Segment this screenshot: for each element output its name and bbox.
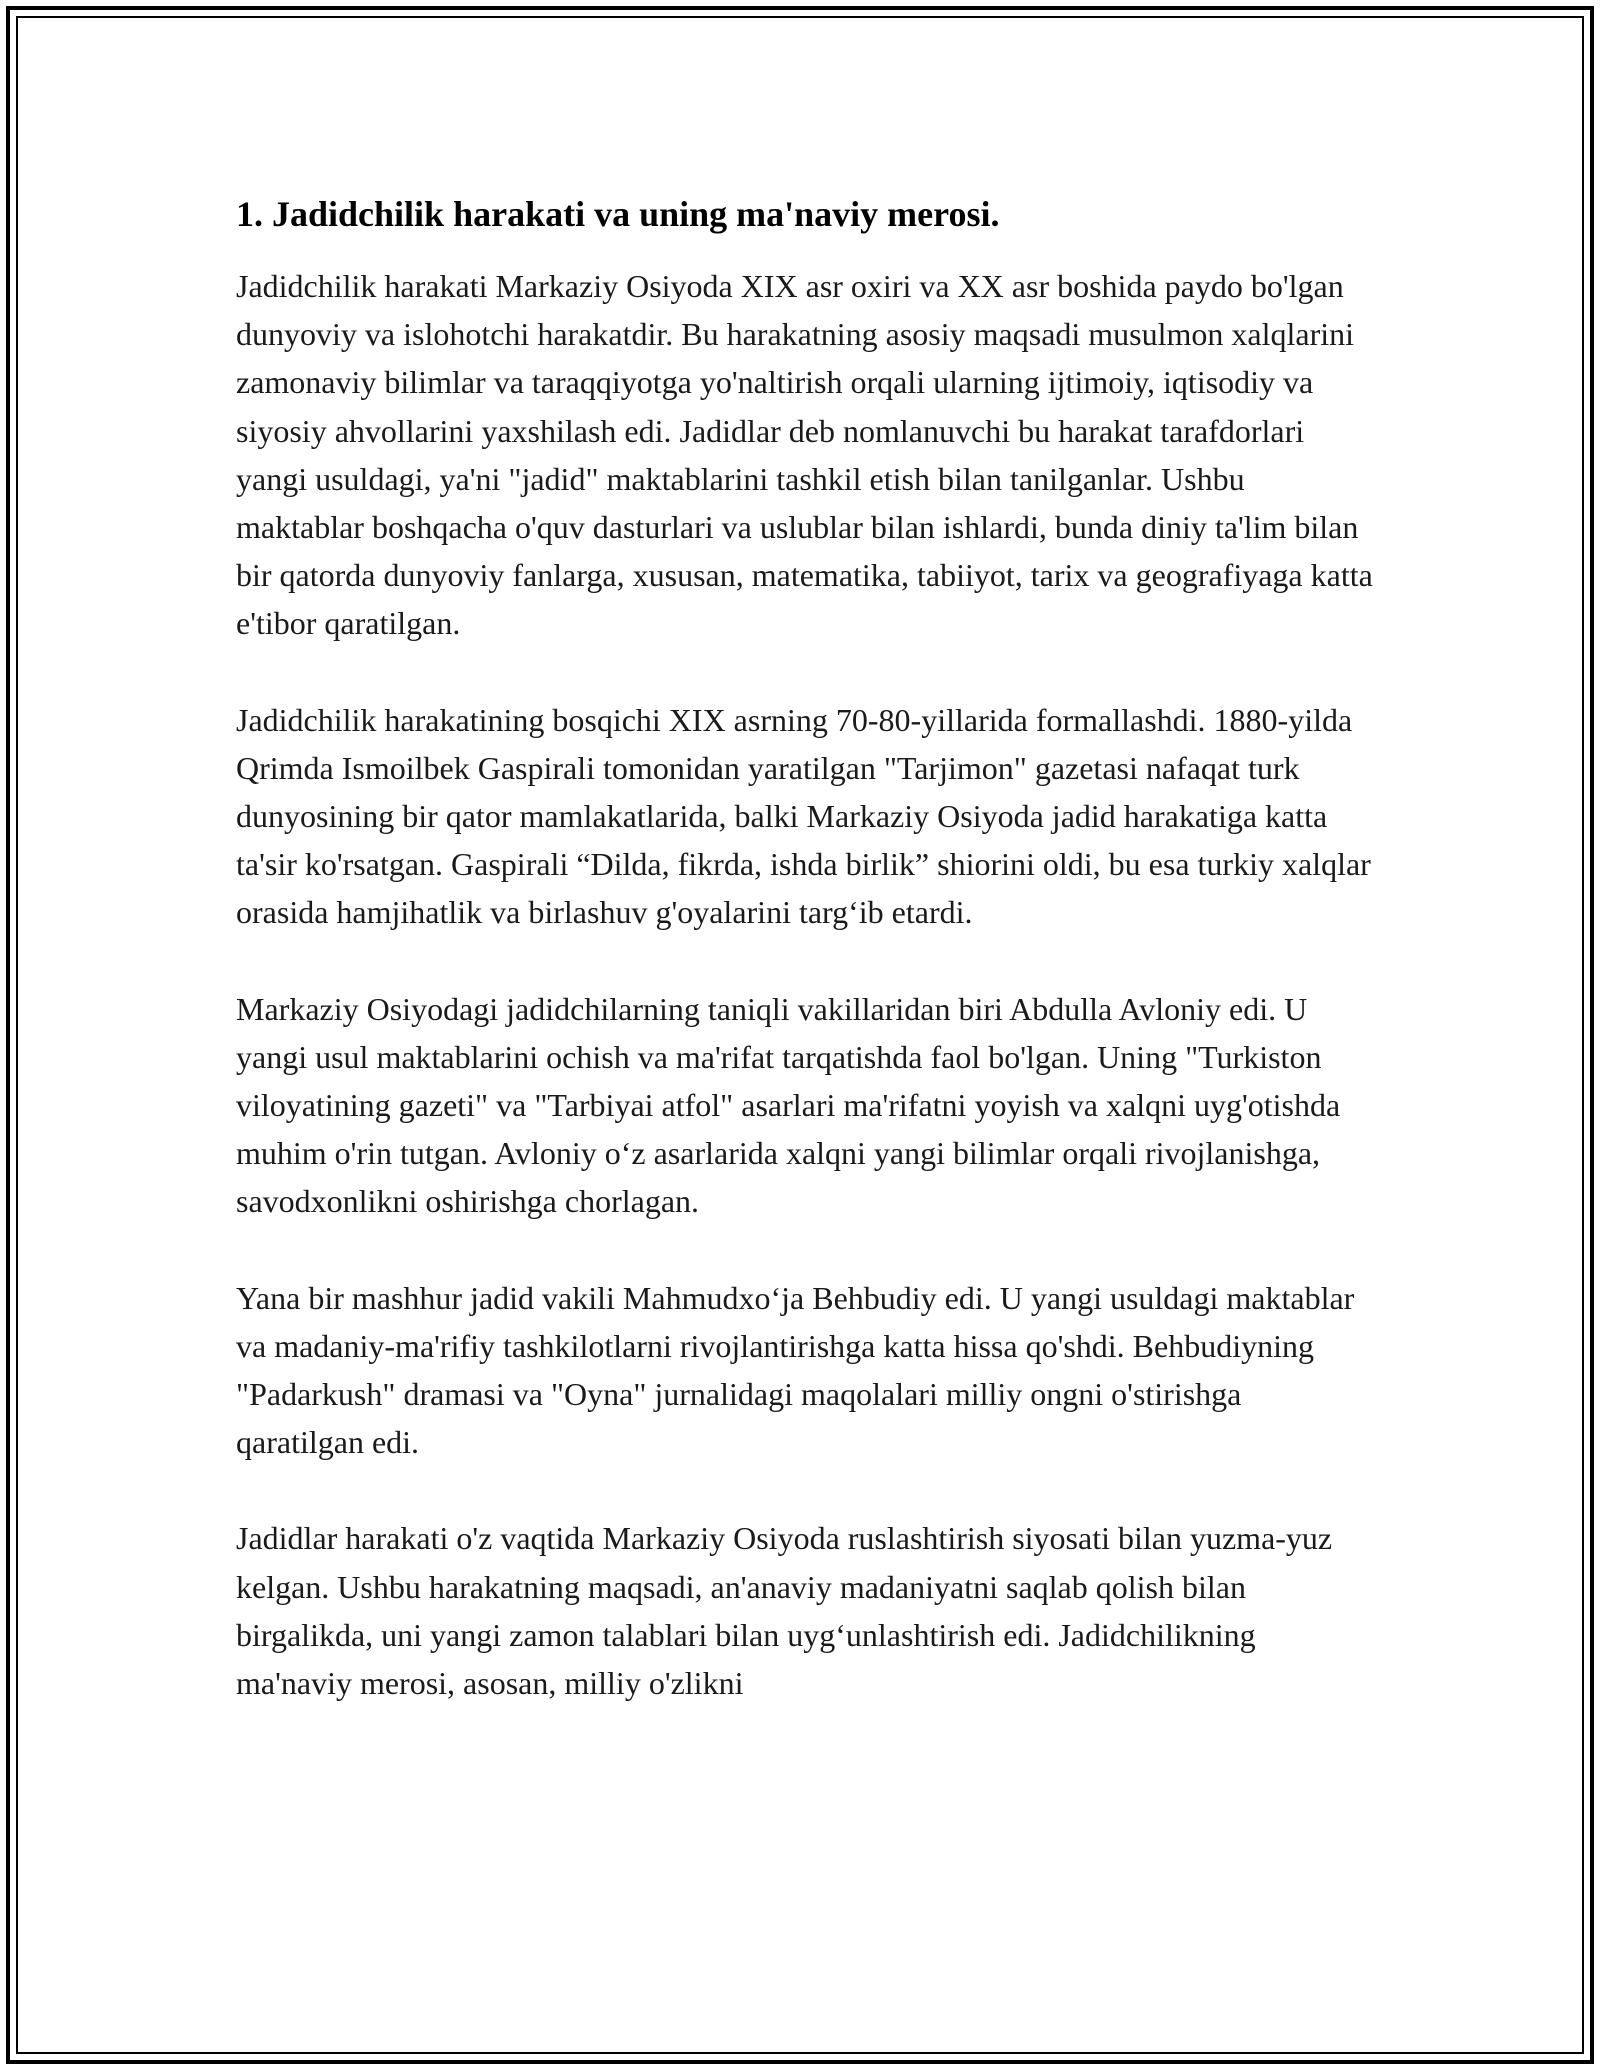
paragraph-1: Jadidchilik harakati Markaziy Osiyoda XIX asr oxiri va XX asr boshida paydo bo'lgan dunyoviy va islohotchi harakatdir. Bu harakatning asosiy maqsadi musulmon xalqlarini zamonaviy bilimlar va taraqqiyotga yo'naltirish orqali ularning ijtimoiy, iqtisodiy va siyosiy ahvollarini yaxshilash edi. Jadidlar deb nomlanuvchi bu harakat tarafdorlari yangi usuldagi, ya'ni "jadid" maktablarini tashkil etish bilan tanilganlar. Ushbu maktablar boshqacha o'quv dasturlari va uslublar bilan ishlardi, bunda diniy ta'lim bilan bir qatorda dunyoviy fanlarga, xususan, matematika, tabiiyot, tarix va geografiyaga katta e'tibor qaratilgan. xyxy=(236,268,1373,642)
paragraph-2: Jadidchilik harakatining bosqichi XIX asrning 70-80-yillarida formallashdi. 1880-yilda Qrimda Ismoilbek Gaspirali tomonidan yaratilgan "Tarjimon" gazetasi nafaqat turk dunyosining bir qator mamlakatlarida, balki Markaziy Osiyoda jadid harakatiga katta ta'sir ko'rsatgan. Gaspirali “Dilda, fikrda, ishda birlik” shiorini oldi, bu esa turkiy xalqlar orasida hamjihatlik va birlashuv g'oyalarini targ‘ib etardi. xyxy=(236,701,1371,931)
paragraph-4: Yana bir mashhur jadid vakili Mahmudxo‘ja Behbudiy edi. U yangi usuldagi maktablar va madaniy-ma'rifiy tashkilotlarni rivojlantirishga katta hissa qo'shdi. Behbudiyning "Padarkush" dramasi va "Oyna" jurnalidagi maqolalari milliy ongni o'stirishga qaratilgan edi. xyxy=(236,1279,1355,1461)
paragraph-5: Jadidlar harakati o'z vaqtida Markaziy Osiyoda ruslashtirish siyosati bilan yuzma-yuz kelgan. Ushbu harakatning maqsadi, an'anaviy madaniyatni saqlab qolish bilan birgalikda, uni yangi zamon talablari bilan uyg‘unlashtirish edi. Jadidchilikning ma'naviy merosi, asosan, milliy o'zlikni xyxy=(236,1520,1333,1702)
document-body xyxy=(236,186,1376,1707)
section-heading: 1. Jadidchilik harakati va uning ma'naviy merosi. xyxy=(236,194,1000,234)
paragraph-3: Markaziy Osiyodagi jadidchilarning taniqli vakillaridan biri Abdulla Avloniy edi. U yangi usul maktablarini ochish va ma'rifat tarqatishda faol bo'lgan. Uning "Turkiston viloyatining gazeti" va "Tarbiyai atfol" asarlari ma'rifatni yoyish va xalqni uyg'otishda muhim o'rin tutgan. Avloniy o‘z asarlarida xalqni yangi bilimlar orqali rivojlanishga, savodxonlikni oshirishga chorlagan. xyxy=(236,990,1341,1220)
